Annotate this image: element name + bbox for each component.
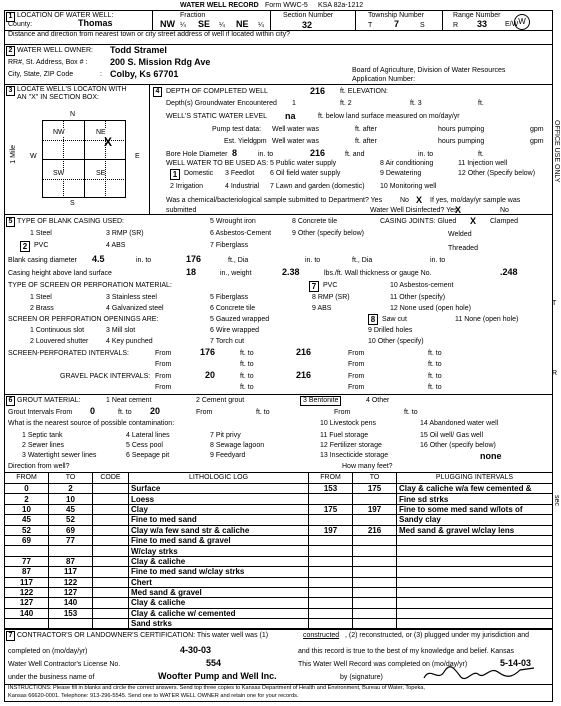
log-cell-f <box>5 619 49 629</box>
owner-value: Todd Stramel <box>110 45 167 55</box>
table-row <box>5 556 553 566</box>
table-row <box>5 577 553 587</box>
log-cell-t <box>49 546 93 556</box>
grout-intervals-label: Grout Intervals From <box>8 409 73 416</box>
log-cell-c <box>93 546 129 556</box>
ew-label: E/W <box>505 21 519 28</box>
log-cell-pt <box>353 515 397 525</box>
log-cell-f: 45 <box>5 515 49 525</box>
log-cell-pt <box>353 587 397 597</box>
log-cell-l: Fine to med sand & gravel <box>129 535 309 545</box>
log-cell-l: Med sand & gravel <box>129 587 309 597</box>
w-circle: W <box>514 14 530 30</box>
log-cell-l: Surface <box>129 484 309 494</box>
screen-intervals-label: SCREEN-PERFORATED INTERVALS: <box>8 350 129 357</box>
log-cell-pt <box>353 619 397 629</box>
bore-to-value: 216 <box>310 148 326 158</box>
log-cell-c <box>93 577 129 587</box>
city-label: City, State, ZIP Code <box>8 71 74 78</box>
log-cell-l: Clay & caliche <box>129 556 309 566</box>
log-cell-pt <box>353 494 397 504</box>
log-cell-pf: 153 <box>309 484 353 494</box>
how-many-feet-label: How many feet? <box>342 463 393 470</box>
lithologic-log-table: FROM TO CODE LITHOLOGIC LOG FROM TO PLUGGING INTERVALS 0 2 Surface 153 175 Clay & caliche w/a few cemented & 2 10 Loess Fine sd strks 10 45 Clay 175 197 Fine to some med sand w/lots of 45 52 Fine to med sand Sandy clay 52 69 Clay w/a few sand str & caliche 197 216 Med sand & gravel w/clay lens 69 77 Fine to med sand & gravel W/clay strks 77 87 Clay & caliche 87 117 Fine to med sand w/clay strks 117 122 Chert 122 127 Med sand & gravel 127 140 Clay & caliche 140 153 Clay & caliche w/ cemented Sand strks <box>4 472 553 629</box>
log-cell-pl <box>397 598 553 608</box>
use-selected: 1 <box>170 169 180 180</box>
form-title: WATER WELL RECORD <box>180 2 259 9</box>
log-cell-f <box>5 546 49 556</box>
disinfected-label: Water Well Disinfected? Yes <box>370 207 458 214</box>
log-cell-pt <box>353 598 397 608</box>
township-value: 7 <box>394 19 400 29</box>
log-cell-t: 140 <box>49 598 93 608</box>
log-cell-pt: 216 <box>353 525 397 535</box>
log-cell-l: Fine to med sand w/clay strks <box>129 567 309 577</box>
joints-label: CASING JOINTS: Glued <box>380 218 457 225</box>
fraction-2: SE <box>198 19 211 29</box>
log-cell-c <box>93 484 129 494</box>
contamination-label: What is the nearest source of possible contamination: <box>8 420 175 427</box>
log-cell-pl <box>397 567 553 577</box>
log-cell-pt: 175 <box>353 484 397 494</box>
yield-label: Est. Yield <box>224 138 254 145</box>
county-label: County: <box>8 21 33 28</box>
city-value: Colby, Ks 67701 <box>110 69 179 79</box>
log-cell-f: 127 <box>5 598 49 608</box>
log-cell-pl: Fine sd strks <box>397 494 553 504</box>
ksa-number: KSA 82a-1212 <box>318 2 364 9</box>
log-cell-pl: Med sand & gravel w/clay lens <box>397 525 553 535</box>
table-row <box>5 515 553 525</box>
log-cell-pl <box>397 619 553 629</box>
log-cell-c <box>93 525 129 535</box>
table-row <box>5 567 553 577</box>
location-x: X <box>104 135 113 149</box>
log-cell-c <box>93 598 129 608</box>
instructions-2: Kansas 66620-0001. Telephone: 913-296-5545. Send one to WATER WELL OWNER and retain one for your records. <box>8 693 299 699</box>
log-cell-f: 0 <box>5 484 49 494</box>
log-cell-t: 45 <box>49 504 93 514</box>
log-cell-pf: 197 <box>309 525 353 535</box>
log-cell-c <box>93 587 129 597</box>
distance-label: Distance and direction from nearest town or city street address of well if located within city? <box>8 31 291 38</box>
log-cell-t: 117 <box>49 567 93 577</box>
log-cell-t: 87 <box>49 556 93 566</box>
county-value: Thomas <box>78 18 113 28</box>
completed-label: completed on (mo/day/yr) <box>8 648 88 655</box>
table-row <box>5 535 553 545</box>
log-cell-f: 10 <box>5 504 49 514</box>
log-cell-l: Loess <box>129 494 309 504</box>
bore-label: Bore Hole Diameter <box>166 151 228 158</box>
log-cell-pt <box>353 546 397 556</box>
log-cell-pl: Clay & caliche w/a few cemented & <box>397 484 553 494</box>
log-cell-pf <box>309 556 353 566</box>
log-cell-pt <box>353 556 397 566</box>
log-cell-c <box>93 619 129 629</box>
mile-label: 1 Mile <box>10 145 17 164</box>
log-cell-f: 117 <box>5 577 49 587</box>
log-cell-f: 122 <box>5 587 49 597</box>
log-cell-l: Clay & caliche <box>129 598 309 608</box>
completed-value: 4-30-03 <box>180 645 212 655</box>
table-row <box>5 525 553 535</box>
log-cell-c <box>93 494 129 504</box>
log-body <box>5 484 553 629</box>
log-cell-pf <box>309 494 353 504</box>
signature <box>420 664 538 684</box>
static-value: na <box>285 111 296 121</box>
log-cell-f: 87 <box>5 567 49 577</box>
license-value: 554 <box>206 658 222 668</box>
log-cell-f: 2 <box>5 494 49 504</box>
section-number-label: Section Number <box>283 12 334 19</box>
log-cell-pf <box>309 608 353 618</box>
log-cell-l: Clay w/a few sand str & caliche <box>129 525 309 535</box>
log-cell-t: 127 <box>49 587 93 597</box>
log-cell-t <box>49 619 93 629</box>
log-cell-f: 77 <box>5 556 49 566</box>
log-cell-t: 153 <box>49 608 93 618</box>
log-cell-c <box>93 608 129 618</box>
cert-label: CONTRACTOR'S OR LANDOWNER'S CERTIFICATION: This water well was (1) <box>17 632 269 639</box>
license-label: Water Well Contractor's License No. <box>8 661 121 668</box>
log-cell-c <box>93 504 129 514</box>
log-cell-t: 69 <box>49 525 93 535</box>
log-cell-pl <box>397 535 553 545</box>
locate-title-1: LOCATE WELL'S LOCATON WITH <box>17 86 127 93</box>
log-cell-pl <box>397 556 553 566</box>
log-cell-f: 140 <box>5 608 49 618</box>
range-label: Range Number <box>453 12 501 19</box>
fraction-1: NW <box>160 19 175 29</box>
log-cell-pl <box>397 587 553 597</box>
log-cell-l: Clay <box>129 504 309 514</box>
log-cell-l: Clay & caliche w/ cemented <box>129 608 309 618</box>
log-cell-pf <box>309 577 353 587</box>
log-cell-t: 10 <box>49 494 93 504</box>
log-cell-pf <box>309 619 353 629</box>
log-cell-pl: Sandy clay <box>397 515 553 525</box>
section-number-value: 32 <box>302 20 313 30</box>
log-cell-pt <box>353 567 397 577</box>
township-label: Township Number <box>368 12 425 19</box>
gravel-intervals-label: GRAVEL PACK INTERVALS: <box>60 373 151 380</box>
log-cell-c <box>93 515 129 525</box>
address-label: RR#, St. Address, Box # : <box>8 59 88 66</box>
blank-casing-label: Blank casing diameter <box>8 257 77 264</box>
section-1-number: 1 <box>6 12 15 22</box>
form-number: Form WWC-5 <box>265 2 308 9</box>
log-cell-c <box>93 567 129 577</box>
table-row <box>5 494 553 504</box>
board-label: Board of Agriculture, Division of Water Resources <box>352 67 506 74</box>
log-cell-pt: 197 <box>353 504 397 514</box>
log-cell-t: 2 <box>49 484 93 494</box>
section-1-label: LOCATION OF WATER WELL: <box>17 12 114 19</box>
log-cell-pt <box>353 608 397 618</box>
table-row <box>5 598 553 608</box>
log-cell-pl <box>397 577 553 587</box>
table-row <box>5 608 553 618</box>
log-cell-l: W/clay strks <box>129 546 309 556</box>
table-row <box>5 546 553 556</box>
record-date-value: 5-14-03 <box>500 658 532 668</box>
bore-value: 8 <box>232 148 238 158</box>
log-cell-pf <box>309 598 353 608</box>
application-label: Application Number: <box>352 76 416 83</box>
pump-test-label: Pump test data: <box>212 126 262 133</box>
log-cell-f: 52 <box>5 525 49 535</box>
log-cell-t: 77 <box>49 535 93 545</box>
log-cell-pl <box>397 608 553 618</box>
office-use-label: OFFICE USE ONLY <box>553 120 561 183</box>
log-cell-c <box>93 535 129 545</box>
casing-type-label: TYPE OF BLANK CASING USED: <box>17 218 124 225</box>
use-label: WELL WATER TO BE USED AS: <box>166 160 269 167</box>
chem-label: Was a chemical/bacteriological sample submitted to Department? Yes <box>166 197 383 204</box>
log-cell-l: Chert <box>129 577 309 587</box>
instructions-1: INSTRUCTIONS: Please fill in blanks and circle the correct answers. Send top three copies to Kansas Department of Health and Environment, Bureau of Water, Topeka, <box>8 685 425 691</box>
depth-value: 216 <box>310 86 326 96</box>
business-label: under the business name of <box>8 674 95 681</box>
log-cell-pf: 175 <box>309 504 353 514</box>
log-cell-pf <box>309 535 353 545</box>
static-label: WELL'S STATIC WATER LEVEL <box>166 113 268 120</box>
log-cell-pf <box>309 515 353 525</box>
log-cell-pt <box>353 535 397 545</box>
groundwater-label: Depth(s) Groundwater Encountered <box>166 100 277 107</box>
log-cell-c <box>93 556 129 566</box>
log-cell-pl <box>397 546 553 556</box>
depth-label: DEPTH OF COMPLETED WELL <box>166 88 268 95</box>
business-value: Woofter Pump and Well Inc. <box>158 671 277 681</box>
table-row <box>5 504 553 514</box>
contamination-value: none <box>480 451 502 461</box>
table-row <box>5 619 553 629</box>
log-cell-l: Sand strks <box>129 619 309 629</box>
range-value: 33 <box>477 19 488 29</box>
log-cell-l: Fine to med sand <box>129 515 309 525</box>
log-cell-pf <box>309 546 353 556</box>
table-row <box>5 484 553 494</box>
direction-label: Direction from well? <box>8 463 70 470</box>
log-cell-pt <box>353 577 397 587</box>
log-cell-f: 69 <box>5 535 49 545</box>
locate-title-2: AN "X" IN SECTION BOX: <box>17 94 99 101</box>
openings-label: SCREEN OR PERFORATION OPENINGS ARE: <box>8 316 159 323</box>
log-cell-pf <box>309 567 353 577</box>
casing-height-label: Casing height above land surface <box>8 270 112 277</box>
screen-type-label: TYPE OF SCREEN OR PERFORATION MATERIAL: <box>8 282 172 289</box>
address-value: 200 S. Mission Rdg Ave <box>110 57 211 67</box>
log-cell-t: 52 <box>49 515 93 525</box>
fraction-3: NE <box>236 19 249 29</box>
grout-label: GROUT MATERIAL: <box>17 397 81 404</box>
owner-label: WATER WELL OWNER: <box>17 47 93 54</box>
log-cell-pf <box>309 587 353 597</box>
table-row <box>5 587 553 597</box>
fraction-label: Fraction <box>180 12 206 19</box>
log-cell-t: 122 <box>49 577 93 587</box>
log-cell-pl: Fine to some med sand w/lots of <box>397 504 553 514</box>
